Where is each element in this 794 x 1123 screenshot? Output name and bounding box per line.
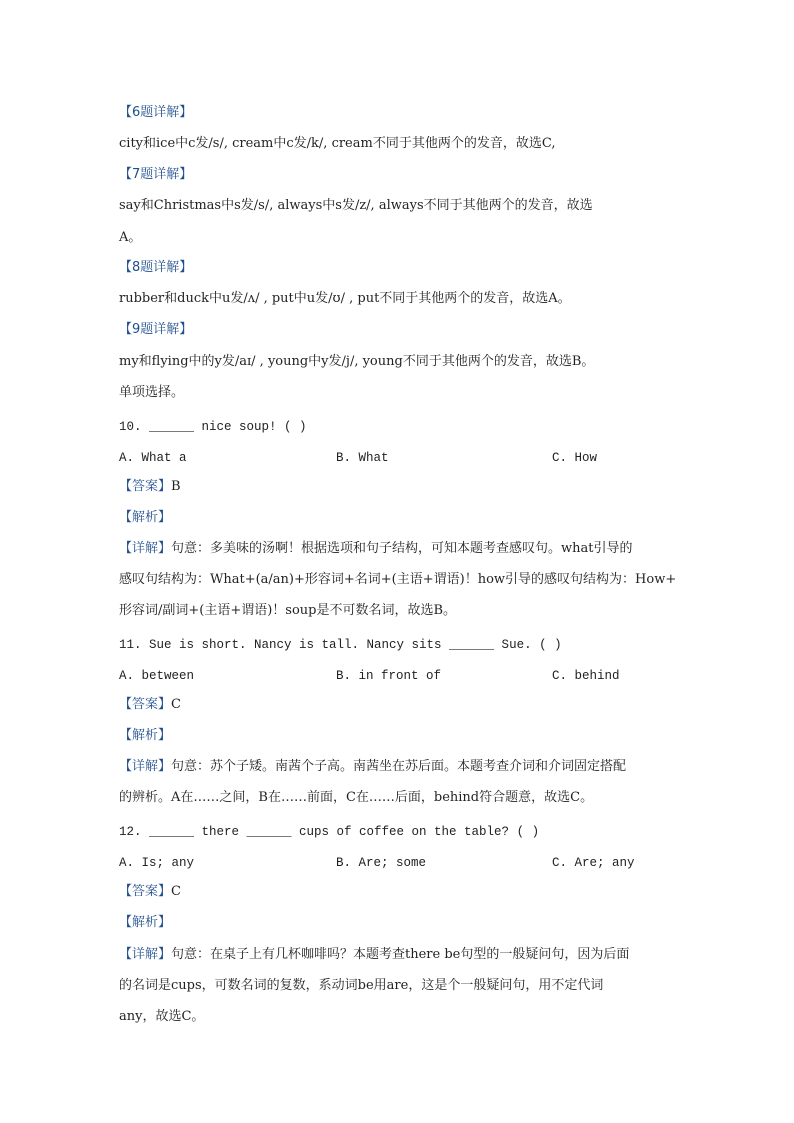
q11-detail-tag: 【详解】 [119,759,172,774]
q12-analysis-tag: 【解析】 [119,915,172,930]
q7-explanation-line1: say和Christmas中s发/s/, always中s发/z/, always不同于其他两个的发音，故选 [119,198,593,213]
q10-answer: B [171,479,181,494]
q10-detail-line3: 形容词/副词+(主语+谓语)！soup是不可数名词，故选B。 [119,603,457,618]
q12-option-b: B. Are; some [336,856,427,870]
q10-option-a: A. What a [119,451,187,465]
q11-option-a: A. between [119,669,195,683]
q10-option-c: C. How [552,451,598,465]
q11-analysis-tag: 【解析】 [119,728,172,743]
q12-answer: C [171,884,181,899]
q10-option-b: B. What [336,451,389,465]
q9-heading: 【9题详解】 [119,322,193,337]
q10-answer-row [119,477,181,497]
q11-answer-row [119,695,181,715]
q10-detail-line2: 感叹句结构为：What+(a/an)+形容词+名词+(主语+谓语)！how引导的感叹句结构为：How+ [119,572,677,587]
q7-heading: 【7题详解】 [119,167,193,182]
q8-explanation: rubber和duck中u发/ʌ/ , put中u发/ʊ/ , put不同于其他两个的发音，故选A。 [119,291,571,306]
q11-answer: C [171,697,181,712]
q12-option-a: A. Is; any [119,856,195,870]
q12-option-c: C. Are; any [552,856,635,870]
q11-option-c: C. behind [552,669,620,683]
q12-detail-line2: 的名词是cups，可数名词的复数，系动词be用are，这是个一般疑问句，用不定代词 [119,978,604,993]
q10-detail-line1 [119,539,633,559]
q6-heading: 【6题详解】 [119,105,193,120]
q12-detail-text1: 句意：在桌子上有几杯咖啡吗？本题考查there be句型的一般疑问句，因为后面 [171,947,630,962]
q12-detail-tag: 【详解】 [119,947,172,962]
q11-detail-text1: 句意：苏个子矮。南茜个子高。南茜坐在苏后面。本题考查介词和介词固定搭配 [171,759,627,774]
q10-answer-tag: 【答案】 [119,479,172,494]
q6-explanation: city和ice中c发/s/, cream中c发/k/, cream不同于其他两个的发音，故选C, [119,136,556,151]
q11-answer-tag: 【答案】 [119,697,172,712]
q10-detail-text1: 句意：多美味的汤啊！根据选项和句子结构，可知本题考查感叹句。what引导的 [171,541,633,556]
q9-explanation: my和flying中的y发/aɪ/ , young中y发/j/, young不同于其他两个的发音，故选B。 [119,354,595,369]
q10-question: 10. ______ nice soup! ( ) [119,420,307,434]
q11-question: 11. Sue is short. Nancy is tall. Nancy sits ______ Sue. ( ) [119,638,562,652]
q8-heading: 【8题详解】 [119,260,193,275]
q11-detail-line1 [119,757,626,777]
section-title: 单项选择。 [119,385,185,400]
q12-answer-row [119,882,181,902]
q12-question: 12. ______ there ______ cups of coffee on the table? ( ) [119,825,540,839]
q12-detail-line3: any，故选C。 [119,1009,205,1024]
q11-detail-line2: 的辨析。A在……之间，B在……前面，C在……后面，behind符合题意，故选C。 [119,790,594,805]
q10-analysis-tag: 【解析】 [119,510,172,525]
q11-option-b: B. in front of [336,669,442,683]
q12-answer-tag: 【答案】 [119,884,172,899]
q7-explanation-line2: A。 [119,230,142,245]
q10-detail-tag: 【详解】 [119,541,172,556]
q12-detail-line1 [119,945,629,965]
